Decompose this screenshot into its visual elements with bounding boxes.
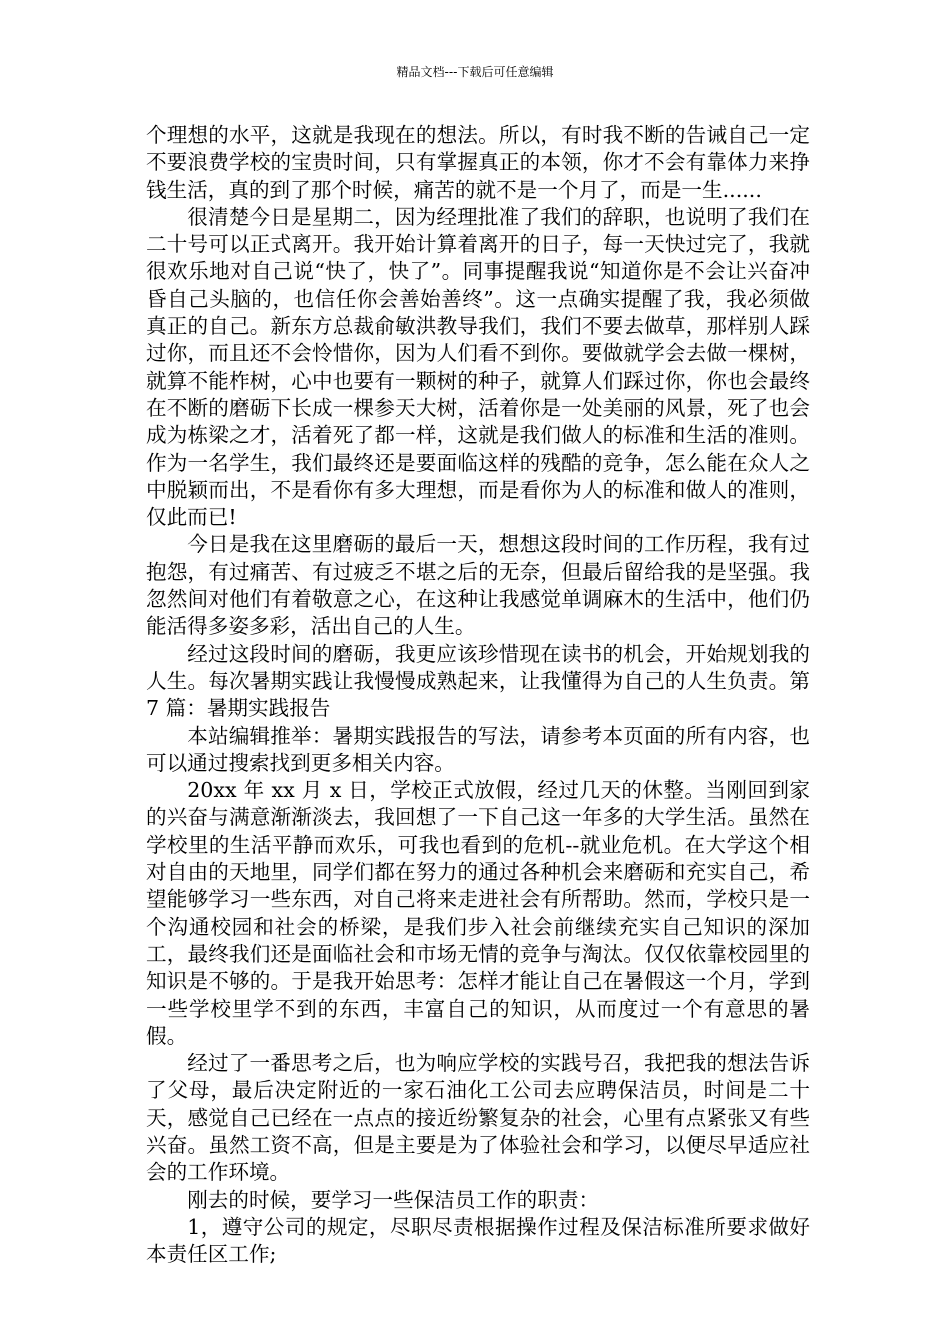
- page-header: 精品文档---下载后可任意编辑: [396, 65, 554, 79]
- document-body: [146, 122, 810, 1268]
- paragraph-8: 刚去的时候，要学习一些保洁员工作的职责：: [187, 1187, 600, 1212]
- paragraph-9: 1，遵守公司的规定，尽职尽责根据操作过程及保洁标准所要求做好本责任区工作;: [146, 1214, 810, 1267]
- paragraph-6: 20xx 年 xx 月 x 日，学校正式放假，经过几天的休整。当刚回到家的兴奋与满意渐渐淡去，我回想了一下自己这一年多的大学生活。虽然在学校里的生活平静而欢乐，可我也看到的危机--就业危机。在大学这个相对自由的天地里，同学们都在努力的通过各种机会来磨砺和充实自己，希望能够学习一些东西，对自己将来走进社会有所帮助。然而，学校只是一个沟通校园和社会的桥梁，是我们步入社会前继续充实自己知识的深加工，最终我们还是面临社会和市场无情的竞争与淘汰。仅仅依靠校园里的知识是不够的。于是我开始思考：怎样才能让自己在暑假这一个月，学到一些学校里学不到的东西，丰富自己的知识，从而度过一个有意思的暑假。: [146, 778, 810, 1048]
- paragraph-2: 很清楚今日是星期二，因为经理批准了我们的辞职，也说明了我们在二十号可以正式离开。我开始计算着离开的日子，每一天快过完了，我就很欢乐地对自己说“快了，快了”。同事提醒我说“知道你是不会让兴奋冲昏自己头脑的，也信任你会善始善终”。这一点确实提醒了我，我必须做真正的自己。新东方总裁俞敏洪教导我们，我们不要去做草，那样别人踩过你，而且还不会怜惜你，因为人们看不到你。要做就学会去做一棵树，就算不能柞树，心中也要有一颗树的种子，就算人们踩过你，你也会最终在不断的磨砺下长成一棵参天大树，活着你是一处美丽的风景，死了也会成为栋梁之才，活着死了都一样，这就是我们做人的标准和生活的准则。作为一名学生，我们最终还是要面临这样的残酷的竞争，怎么能在众人之中脱颖而出，不是看你有多大理想，而是看你为人的标准和做人的准则，仅此而已!: [146, 204, 810, 530]
- paragraph-7: 经过了一番思考之后，也为响应学校的实践号召，我把我的想法告诉了父母，最后决定附近的一家石油化工公司去应聘保洁员，时间是二十天，感觉自己已经在一点点的接近纷繁复杂的社会，心里有点紧张又有些兴奋。虽然工资不高，但是主要是为了体验社会和学习，以便尽早适应社会的工作环境。: [146, 1051, 810, 1185]
- paragraph-4: 经过这段时间的磨砺，我更应该珍惜现在读书的机会，开始规划我的人生。每次暑期实践让我慢慢成熟起来，让我懂得为自己的人生负责。第 7 篇：暑期实践报告: [146, 641, 810, 721]
- paragraph-3: 今日是我在这里磨砺的最后一天，想想这段时间的工作历程，我有过抱怨，有过痛苦、有过疲乏不堪之后的无奈，但最后留给我的是坚强。我忽然间对他们有着敬意之心，在这种让我感觉单调麻木的生活中，他们仍能活得多姿多彩，活出自己的人生。: [146, 532, 810, 639]
- paragraph-5: 本站编辑推举：暑期实践报告的写法，请参考本页面的所有内容，也可以通过搜索找到更多相关内容。: [146, 723, 810, 775]
- paragraph-1: 个理想的水平，这就是我现在的想法。所以，有时我不断的告诫自己一定不要浪费学校的宝贵时间，只有掌握真正的本领，你才不会有靠体力来挣钱生活，真的到了那个时候，痛苦的就不是一个月了，而是一生......: [146, 123, 810, 202]
